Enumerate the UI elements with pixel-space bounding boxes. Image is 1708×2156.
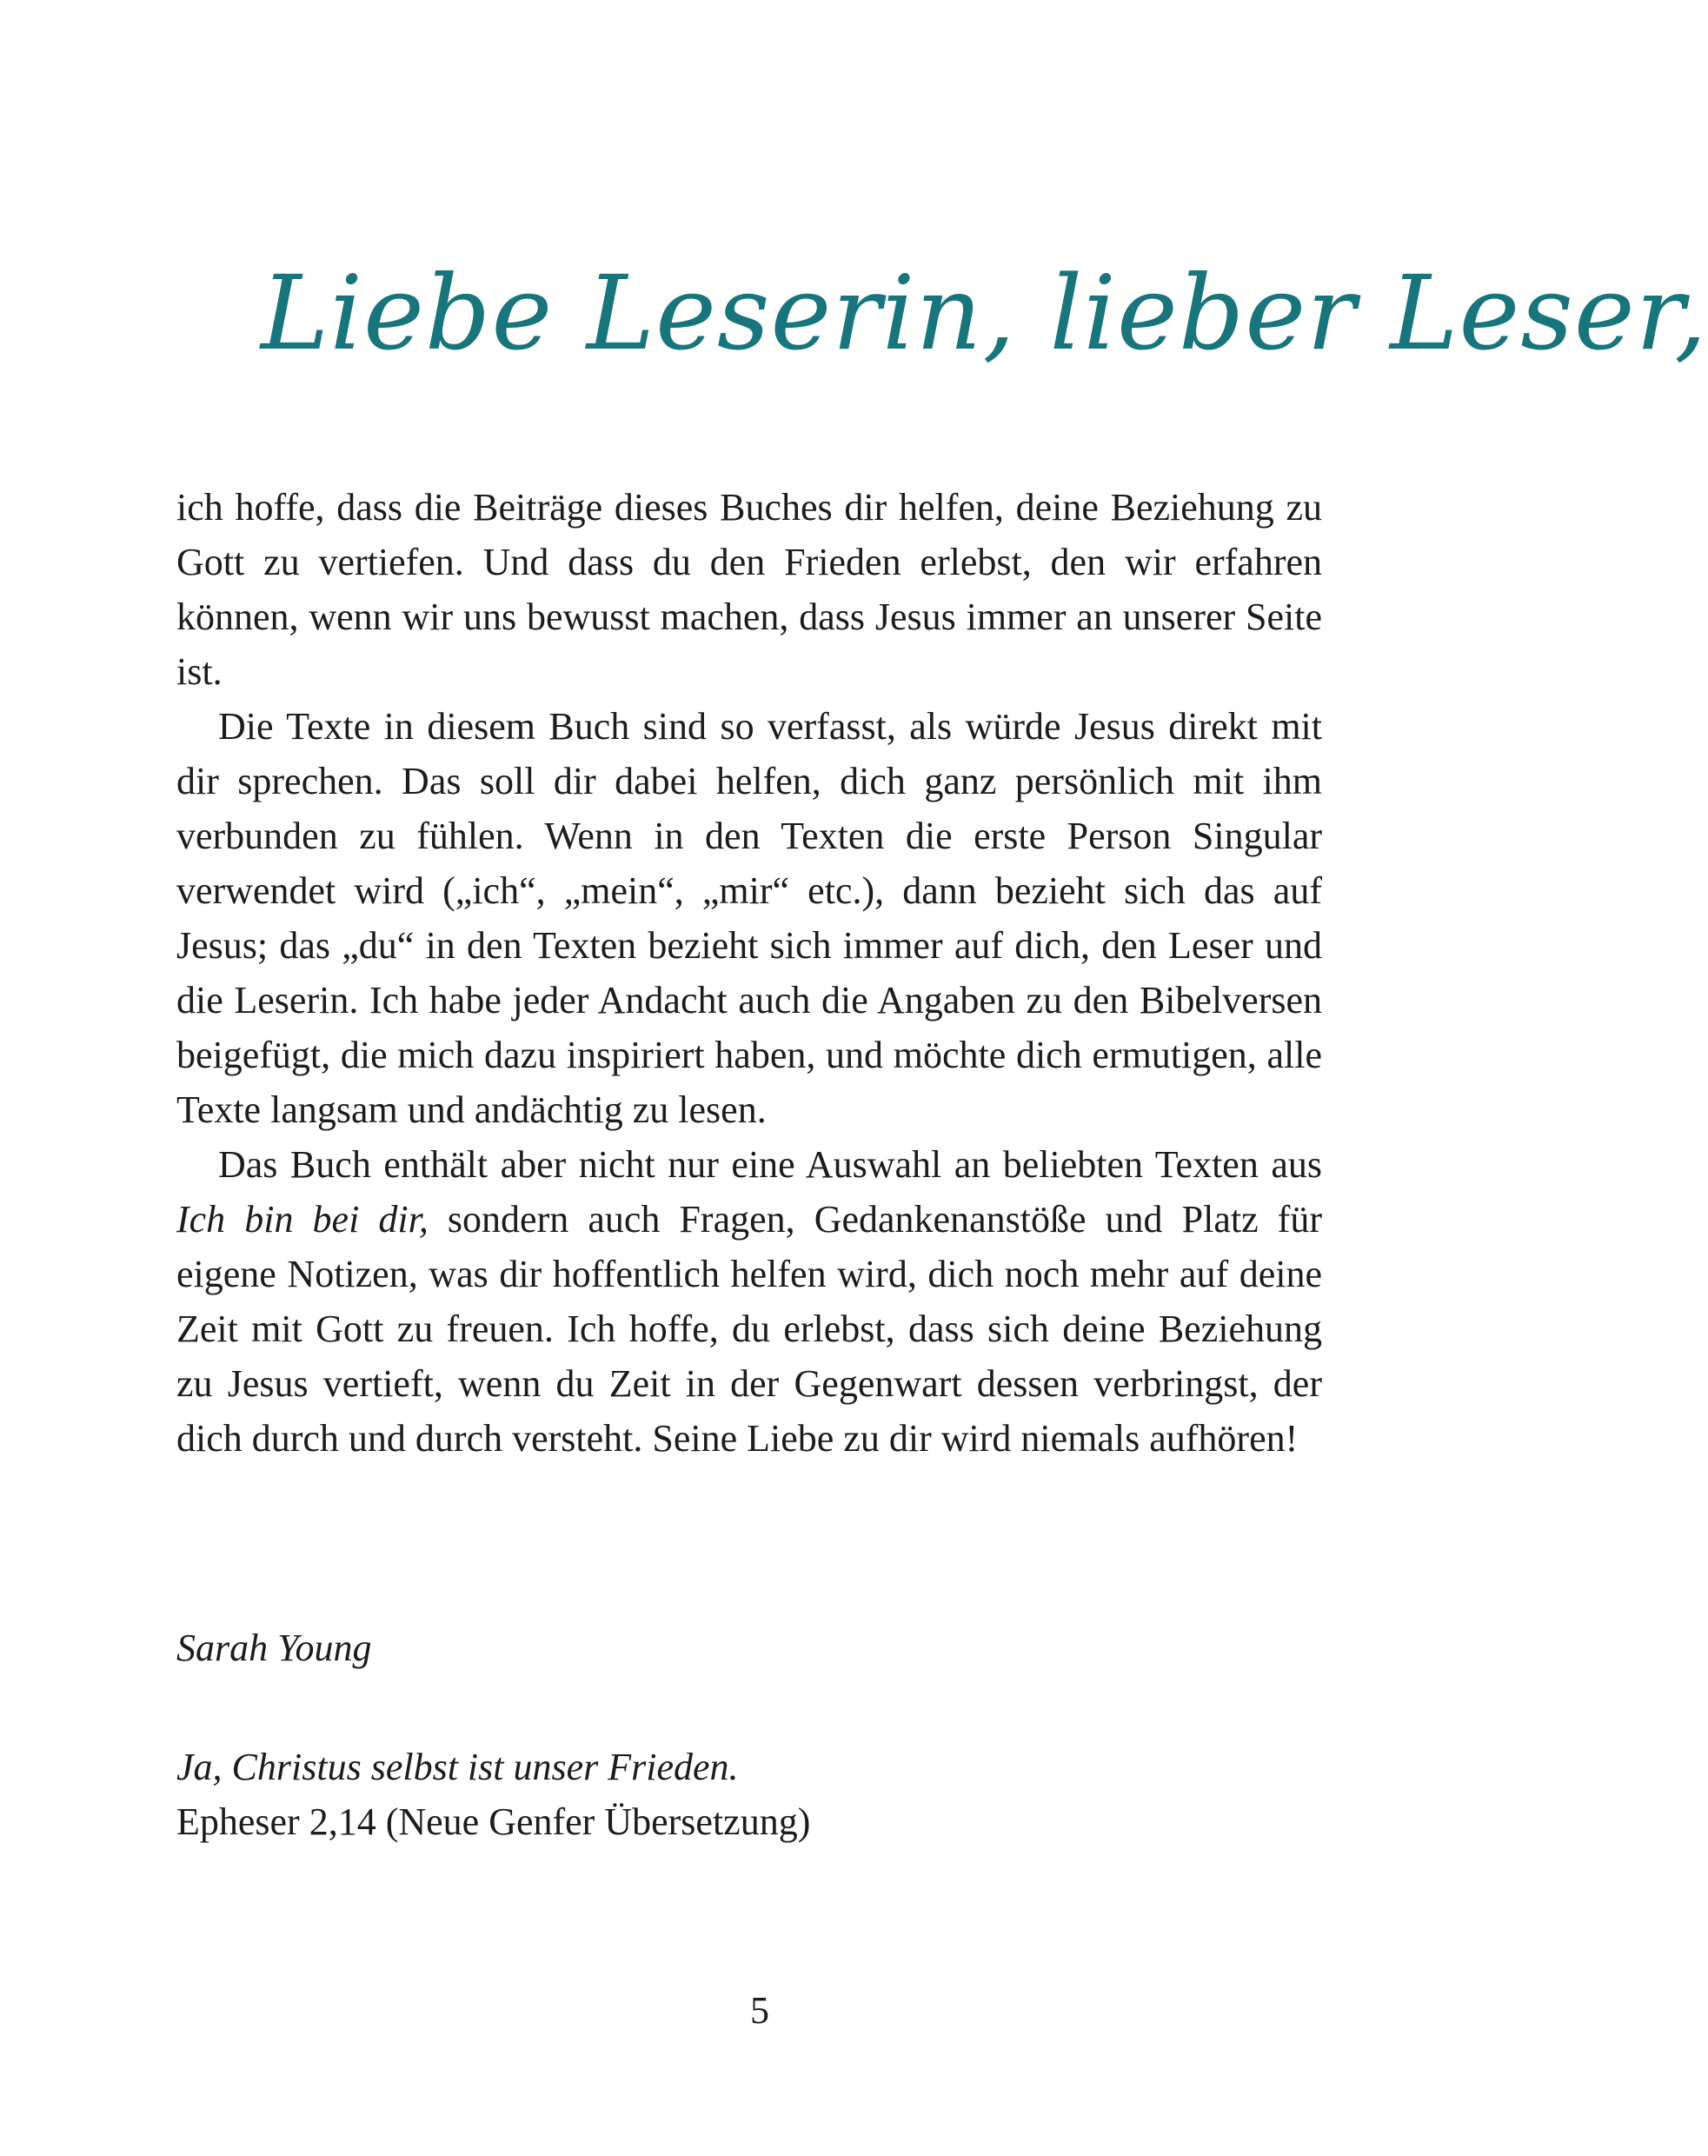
paragraph-book-contents	[176, 1137, 1322, 1466]
book-title: Ich bin bei dir,	[176, 1198, 429, 1241]
quote-text: Ja, Christus selbst ist unser Frieden.	[176, 1746, 739, 1788]
paragraph-texts: Die Texte in diesem Buch sind so verfasst, als würde Jesus direkt mit dir sprechen. Das soll dir dabei helfen, dich ganz persönlich mit ihm verbunden zu fühlen. Wenn in den Texten die erste Person Singular verwendet wird („ich“, „mein“, „mir“ etc.), dann bezieht sich das auf Jesus; das „du“ in den Texten bezieht sich immer auf dich, den Leser und die Leserin. Ich habe jeder Andacht auch die Angaben zu den Bibelversen beigefügt, die mich dazu inspiriert haben, und möchte dich ermutigen, alle Texte langsam und andächtig zu lesen.	[176, 705, 1322, 1131]
author-signature: Sarah Young	[176, 1627, 372, 1669]
quote-reference: Epheser 2,14 (Neue Genfer Übersetzung)	[176, 1800, 811, 1843]
page-heading: Liebe Leserin, lieber Leser,	[261, 253, 1708, 373]
bible-quote	[176, 1740, 810, 1849]
paragraph-book-contents-part1: Das Buch enthält aber nicht nur eine Auswahl an beliebten Texten aus	[218, 1143, 1322, 1186]
page-number: 5	[750, 1989, 769, 2032]
letter-body	[176, 480, 1322, 1466]
paragraph-intro: ich hoffe, dass die Beiträge dieses Buches dir helfen, deine Beziehung zu Gott zu vertiefen. Und dass du den Frieden erlebst, den wir erfahren können, wenn wir uns bewusst machen, dass Jesus immer an unserer Seite ist.	[176, 486, 1322, 693]
paragraph-book-contents-part2: sondern auch Fragen, Gedankenanstöße und Platz für eigene Notizen, was dir hoffentlich helfen wird, dich noch mehr auf deine Zeit mit Gott zu freuen. Ich hoffe, du erlebst, dass sich deine Beziehung zu Jesus vertieft, wenn du Zeit in der Gegenwart dessen verbringst, der dich durch und durch versteht. Seine Liebe zu dir wird niemals aufhören!	[176, 1198, 1322, 1460]
